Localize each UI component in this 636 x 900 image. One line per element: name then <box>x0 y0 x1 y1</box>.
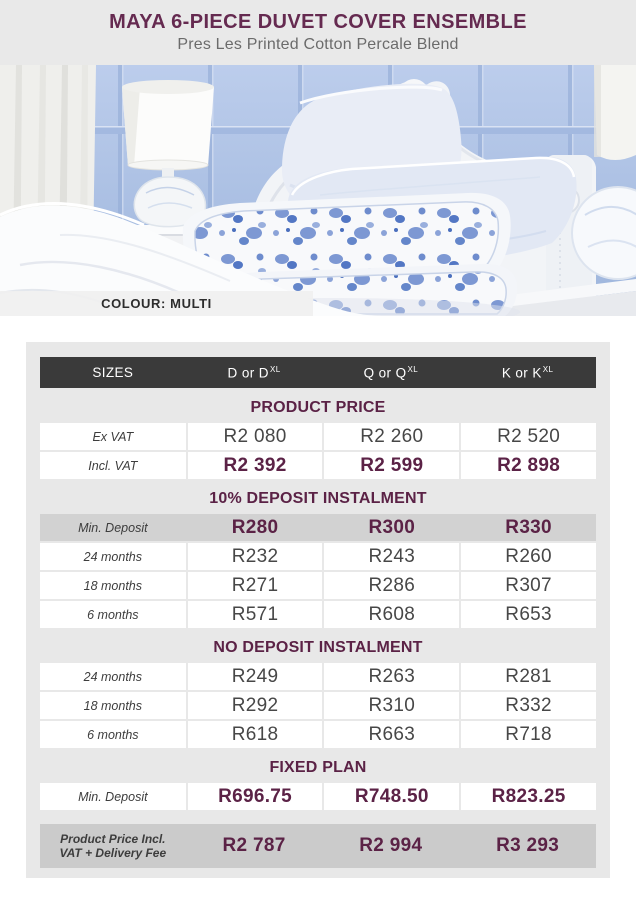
price-value: R748.50 <box>324 783 459 810</box>
row-label: Product Price Incl. VAT + Delivery Fee <box>59 831 167 860</box>
price-value: R271 <box>188 572 323 599</box>
price-value: R307 <box>461 572 596 599</box>
section-deposit-instalment <box>40 490 596 628</box>
table-row <box>40 692 596 719</box>
section-title: 10% DEPOSIT INSTALMENT <box>209 490 427 507</box>
row-label: Min. Deposit <box>78 520 148 535</box>
price-value: R332 <box>461 692 596 719</box>
price-value: R280 <box>231 516 279 538</box>
price-value: R2 392 <box>188 452 323 479</box>
price-value: R2 520 <box>461 423 596 450</box>
column-header-double: D or $D^{XL}$ <box>227 364 281 381</box>
row-label: 6 months <box>40 601 186 628</box>
section-product-price <box>40 399 596 479</box>
table-row <box>40 543 596 570</box>
colour-label: COLOUR: MULTI <box>0 291 313 316</box>
section-no-deposit-instalment <box>40 639 596 748</box>
price-value: R330 <box>505 516 552 538</box>
table-row <box>40 721 596 748</box>
table-row <box>40 783 596 810</box>
table-row <box>40 514 596 541</box>
row-label: 6 months <box>40 721 186 748</box>
price-value: R310 <box>324 692 459 719</box>
row-label: 18 months <box>40 572 186 599</box>
table-row <box>40 423 596 450</box>
column-header-queen: Q or $Q^{XL}$ <box>363 364 419 381</box>
column-header-king: K or $K^{XL}$ <box>501 364 554 381</box>
price-value: R2 080 <box>188 423 323 450</box>
row-label: 24 months <box>40 663 186 690</box>
price-value: R281 <box>461 663 596 690</box>
row-label: Ex VAT <box>40 423 186 450</box>
product-photo <box>0 65 636 316</box>
table-header-row <box>40 357 596 388</box>
price-value: R263 <box>324 663 459 690</box>
section-title: PRODUCT PRICE <box>250 399 386 416</box>
right-lamp-shade-shadow <box>594 65 601 157</box>
price-value: R292 <box>188 692 323 719</box>
row-label: 18 months <box>40 692 186 719</box>
price-value: R608 <box>324 601 459 628</box>
price-value: R2 898 <box>461 452 596 479</box>
section-title: NO DEPOSIT INSTALMENT <box>213 639 423 656</box>
bedroom-scene-illustration <box>0 65 636 316</box>
price-value: R286 <box>324 572 459 599</box>
price-value: R653 <box>461 601 596 628</box>
page-title: MAYA 6-PIECE DUVET COVER ENSEMBLE <box>109 11 527 33</box>
table-row <box>40 663 596 690</box>
price-value: R3 293 <box>496 835 560 856</box>
price-value: R232 <box>188 543 323 570</box>
price-value: R2 787 <box>222 835 286 856</box>
price-value: R663 <box>324 721 459 748</box>
row-label: 24 months <box>40 543 186 570</box>
price-value: R696.75 <box>188 783 323 810</box>
price-value: R260 <box>461 543 596 570</box>
section-title: FIXED PLAN <box>269 759 367 776</box>
column-header-sizes: SIZES <box>92 365 134 380</box>
page-subtitle: Pres Les Printed Cotton Percale Blend <box>177 36 459 53</box>
row-label: Incl. VAT <box>40 452 186 479</box>
table-row <box>40 452 596 479</box>
price-value: R2 994 <box>359 835 423 856</box>
header-banner <box>0 0 636 65</box>
price-value: R300 <box>368 516 416 538</box>
price-value: R718 <box>461 721 596 748</box>
table-row <box>40 572 596 599</box>
price-value: R2 260 <box>324 423 459 450</box>
total-price-row <box>40 824 596 868</box>
price-value: R2 599 <box>324 452 459 479</box>
price-value: R618 <box>188 721 323 748</box>
table-row <box>40 601 596 628</box>
price-value: R571 <box>188 601 323 628</box>
table-lamp <box>122 80 214 227</box>
price-value: R243 <box>324 543 459 570</box>
section-fixed-plan <box>40 759 596 810</box>
price-value: R249 <box>188 663 323 690</box>
price-table-card <box>26 342 610 878</box>
row-label: Min. Deposit <box>40 783 186 810</box>
price-value: R823.25 <box>461 783 596 810</box>
